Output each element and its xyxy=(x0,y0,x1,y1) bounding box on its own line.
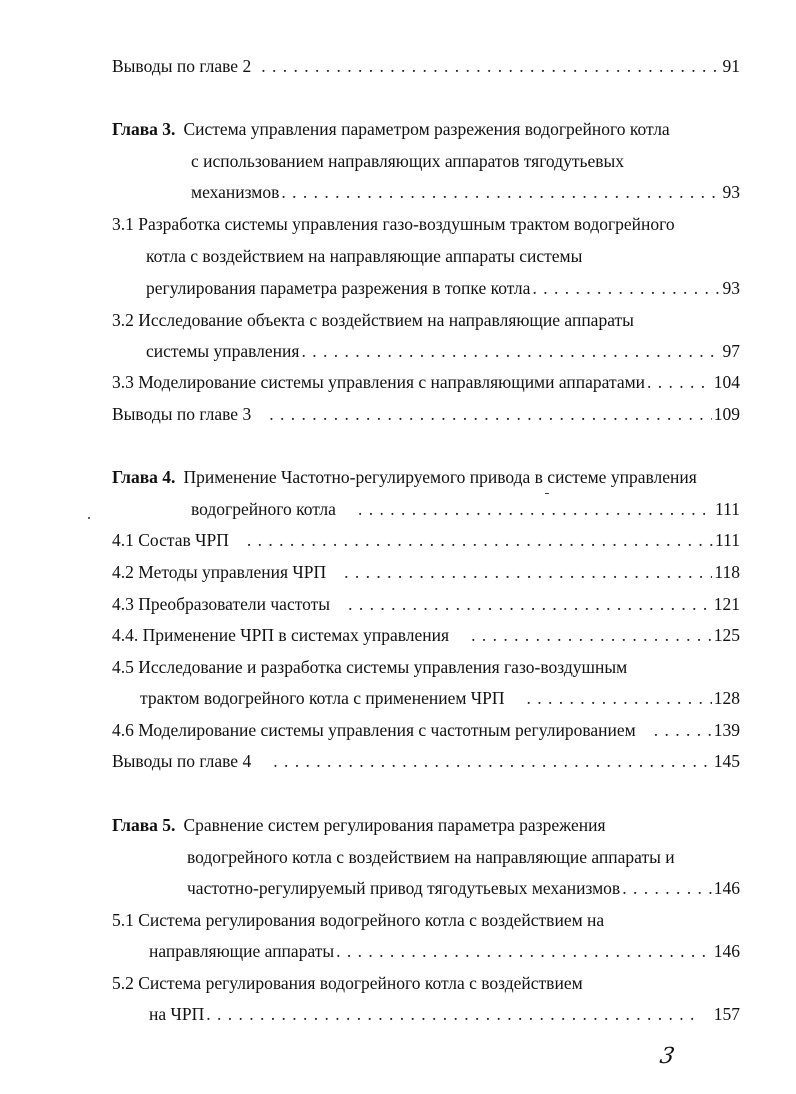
toc-label: Выводы по главе 2 xyxy=(112,56,252,76)
leader-dots xyxy=(654,722,712,740)
chapter-title-line: частотно-регулируемый привод тягодутьевых механизмов xyxy=(187,878,621,898)
toc-entry-3-1-end xyxy=(146,280,740,304)
toc-label: 3.2 Исследование объекта с воздействием на направляющие аппараты xyxy=(112,310,634,330)
toc-entry-4-3 xyxy=(112,596,740,620)
toc-label: регулирования параметра разрежения в топке котла xyxy=(146,278,531,298)
leader-dots xyxy=(344,564,712,582)
toc-label: трактом водогрейного котла с применением ЧРП xyxy=(140,688,505,708)
toc-chapter-5-title-cont xyxy=(187,849,740,873)
toc-label: 4.1 Состав ЧРП xyxy=(112,530,229,550)
toc-page: 97 xyxy=(722,341,740,361)
toc-label: 5.2 Система регулирования водогрейного котла с воздействием xyxy=(112,973,583,993)
toc-label: 4.3 Преобразователи частоты xyxy=(112,594,331,614)
leader-dots xyxy=(622,880,712,898)
toc-entry-5-2-end xyxy=(149,1006,740,1030)
toc-page: 121 xyxy=(713,594,740,614)
toc-page: 109 xyxy=(713,404,740,424)
toc-chapter-3-title-end xyxy=(191,184,740,208)
toc-label: котла с воздействием на направляющие аппараты системы xyxy=(146,246,583,266)
toc-entry-4-4 xyxy=(112,627,740,651)
toc-entry-3-1 xyxy=(112,216,740,240)
toc-entry-5-1 xyxy=(112,912,740,936)
toc-page: 125 xyxy=(713,625,740,645)
toc-entry-4-5 xyxy=(112,659,740,683)
toc-label: 4.6 Моделирование системы управления с частотным регулированием xyxy=(112,720,636,740)
leader-dots xyxy=(261,58,720,76)
toc-label: на ЧРП xyxy=(149,1004,205,1024)
toc-page: 93 xyxy=(722,278,740,298)
chapter-prefix: Глава 4. xyxy=(112,467,176,487)
toc-chapter-4-title xyxy=(112,469,746,493)
toc-page: 118 xyxy=(714,562,740,582)
chapter-title-line: Система управления параметром разрежения водогрейного котла xyxy=(183,119,670,139)
toc-chapter-3-title-cont xyxy=(191,153,740,177)
toc-chapter-5-title xyxy=(112,817,740,841)
toc-label: 3.1 Разработка системы управления газо-воздушным трактом водогрейного xyxy=(112,214,675,234)
toc-label: системы управления xyxy=(146,341,300,361)
toc-entry-3-2-end xyxy=(146,343,740,367)
leader-dots xyxy=(647,374,712,392)
toc-page: 104 xyxy=(713,372,740,392)
leader-dots xyxy=(471,627,712,645)
leader-dots xyxy=(269,406,712,424)
toc-label: 4.4. Применение ЧРП в системах управления xyxy=(112,625,450,645)
toc-page: 111 xyxy=(715,530,740,550)
scan-speck xyxy=(88,517,90,519)
chapter-prefix: Глава 3. xyxy=(112,119,176,139)
toc-page: 145 xyxy=(713,751,740,771)
toc-entry-summary-2 xyxy=(112,58,740,82)
leader-dots xyxy=(247,532,713,550)
toc-entry-5-1-end xyxy=(149,943,740,967)
toc-entry-4-5-end xyxy=(140,690,740,714)
toc-label: 3.3 Моделирование системы управления с направляющими аппаратами xyxy=(112,372,646,392)
toc-label: 5.1 Система регулирования водогрейного котла с воздействием на xyxy=(112,910,605,930)
toc-label: Выводы по главе 3 xyxy=(112,404,252,424)
chapter-title-line: водогрейного котла xyxy=(191,499,336,519)
leader-dots xyxy=(301,343,720,361)
chapter-title-line: Применение Частотно-регулируемого привода в системе управления xyxy=(183,467,697,487)
toc-chapter-5-title-end xyxy=(187,880,740,904)
toc-entry-3-1-cont xyxy=(146,248,740,272)
chapter-title-line: водогрейного котла с воздействием на направляющие аппараты и xyxy=(187,847,675,867)
toc-label: 4.2 Методы управления ЧРП xyxy=(112,562,327,582)
leader-dots xyxy=(348,596,712,614)
toc-entry-3-3 xyxy=(112,374,740,398)
toc-page: 157 xyxy=(713,1004,740,1024)
toc-entry-5-2 xyxy=(112,975,740,999)
toc-entry-4-2 xyxy=(112,564,740,588)
toc-page: 93 xyxy=(722,182,740,202)
leader-dots xyxy=(206,1006,697,1024)
toc-page: 91 xyxy=(722,56,740,76)
leader-dots xyxy=(273,753,712,771)
toc-label: направляющие аппараты xyxy=(149,941,335,961)
leader-dots xyxy=(532,280,720,298)
toc-chapter-3-title xyxy=(112,121,740,145)
leader-dots xyxy=(281,184,720,202)
leader-dots xyxy=(336,943,712,961)
toc-label: Выводы по главе 4 xyxy=(112,751,252,771)
toc-chapter-4-title-end xyxy=(191,501,740,525)
toc-page: 146 xyxy=(713,878,740,898)
leader-dots xyxy=(358,501,713,519)
scan-speck xyxy=(545,493,549,494)
toc-entry-summary-4 xyxy=(112,753,740,777)
chapter-title-line: механизмов xyxy=(191,182,280,202)
toc-entry-summary-3 xyxy=(112,406,740,430)
toc-page: 111 xyxy=(715,499,740,519)
toc-entry-4-1 xyxy=(112,532,740,556)
chapter-title-line: с использованием направляющих аппаратов тягодутьевых xyxy=(191,151,624,171)
toc-entry-3-2 xyxy=(112,312,740,336)
toc-entry-4-6 xyxy=(112,722,740,746)
toc-page: 139 xyxy=(713,720,740,740)
toc-page: 146 xyxy=(713,941,740,961)
chapter-prefix: Глава 5. xyxy=(112,815,176,835)
chapter-title-line: Сравнение систем регулирования параметра разрежения xyxy=(183,815,606,835)
toc-label: 4.5 Исследование и разработка системы управления газо-воздушным xyxy=(112,657,628,677)
toc-page: 128 xyxy=(713,688,740,708)
leader-dots xyxy=(527,690,712,708)
page-number: 3 xyxy=(657,1044,677,1069)
